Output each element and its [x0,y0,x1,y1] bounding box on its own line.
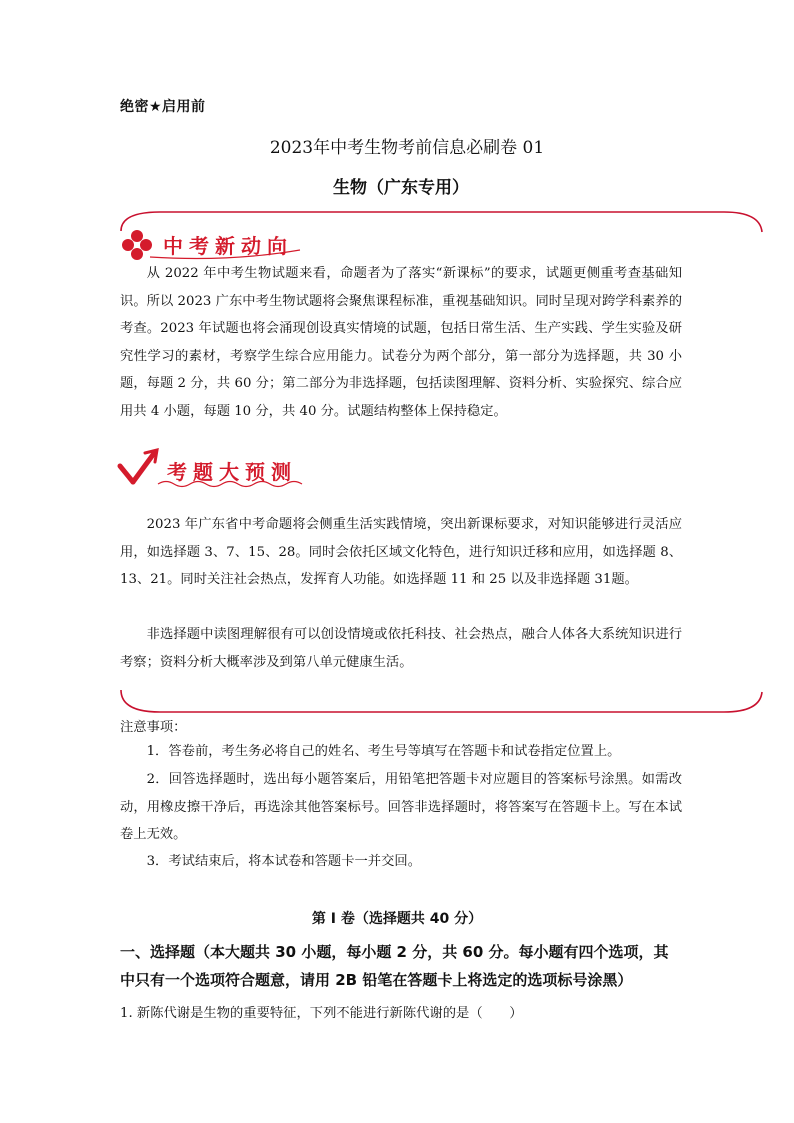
prediction-paragraph-1: 2023 年广东省中考命题将会侧重生活实践情境，突出新课标要求，对知识能够进行灵活应用，如选择题 3、7、15、28。同时会依托区域文化特色，进行知识迁移和应用，如选择题 8、13、21。同时关注社会热点，发挥育人功能。如选择题 11 和 25 以及非选择题 31题。 [120,517,682,587]
notes-title: 注意事项： [120,720,187,735]
prediction-paragraph-2: 非选择题中读图理解很有可以创设情境或依托科技、社会热点，融合人体各大系统知识进行考察；资料分析大概率涉及到第八单元健康生活。 [120,627,682,670]
question-1: 1. 新陈代谢是生物的重要特征，下列不能进行新陈代谢的是（ ） [120,1006,523,1021]
page-subtitle: 生物（广东专用） [333,178,469,198]
check-arrow-icon [120,450,157,482]
trends-paragraph: 从 2022 年中考生物试题来看，命题者为了落实“新课标”的要求，试题更侧重考查基础知识。所以 2023 广东中考生物试题将会聚焦课程标准，重视基础知识。同时呈现对跨学科素养的考查。2023 年试题也将会涌现创设真实情境的试题，包括日常生活、生产实践、学生实验及研究性学习的素材，考察学生综合应用能力。试卷分为两个部分，第一部分为选择题，共 30 小题，每题 2 分，共 60 分；第二部分为非选择题，包括读图理解、资料分析、实验探究、综合应用共 4 小题，每题 10 分，共 40 分。试题结构整体上保持稳定。 [120,266,682,419]
note-item: 3．考试结束后，将本试卷和答题卡一并交回。 [146,854,421,869]
frame-top-arc [121,212,762,232]
note-item: 1．答卷前，考生务必将自己的姓名、考生号等填写在答题卡和试卷指定位置上。 [146,744,621,759]
frame-bottom-arc [121,690,762,712]
volume-heading: 第 I 卷（选择题共 40 分） [311,911,483,927]
prediction-heading: 考题大预测 [167,460,297,484]
section-instructions: 一、选择题（本大题共 30 小题，每小题 2 分，共 60 分。每小题有四个选项，其中只有一个选项符合题意，请用 2B 铅笔在答题卡上将选定的选项标号涂黑） [120,943,669,989]
page-title: 2023年中考生物考前信息必刷卷 01 [269,138,545,158]
flower-icon [122,230,152,260]
confidential-label: 绝密★启用前 [120,99,206,115]
trends-heading: 中考新动向 [163,234,293,258]
note-item: 2．回答选择题时，选出每小题答案后，用铅笔把答题卡对应题目的答案标号涂黑。如需改动，用橡皮擦干净后，再选涂其他答案标号。回答非选择题时，将答案写在答题卡上。写在本试卷上无效。 [120,772,682,842]
